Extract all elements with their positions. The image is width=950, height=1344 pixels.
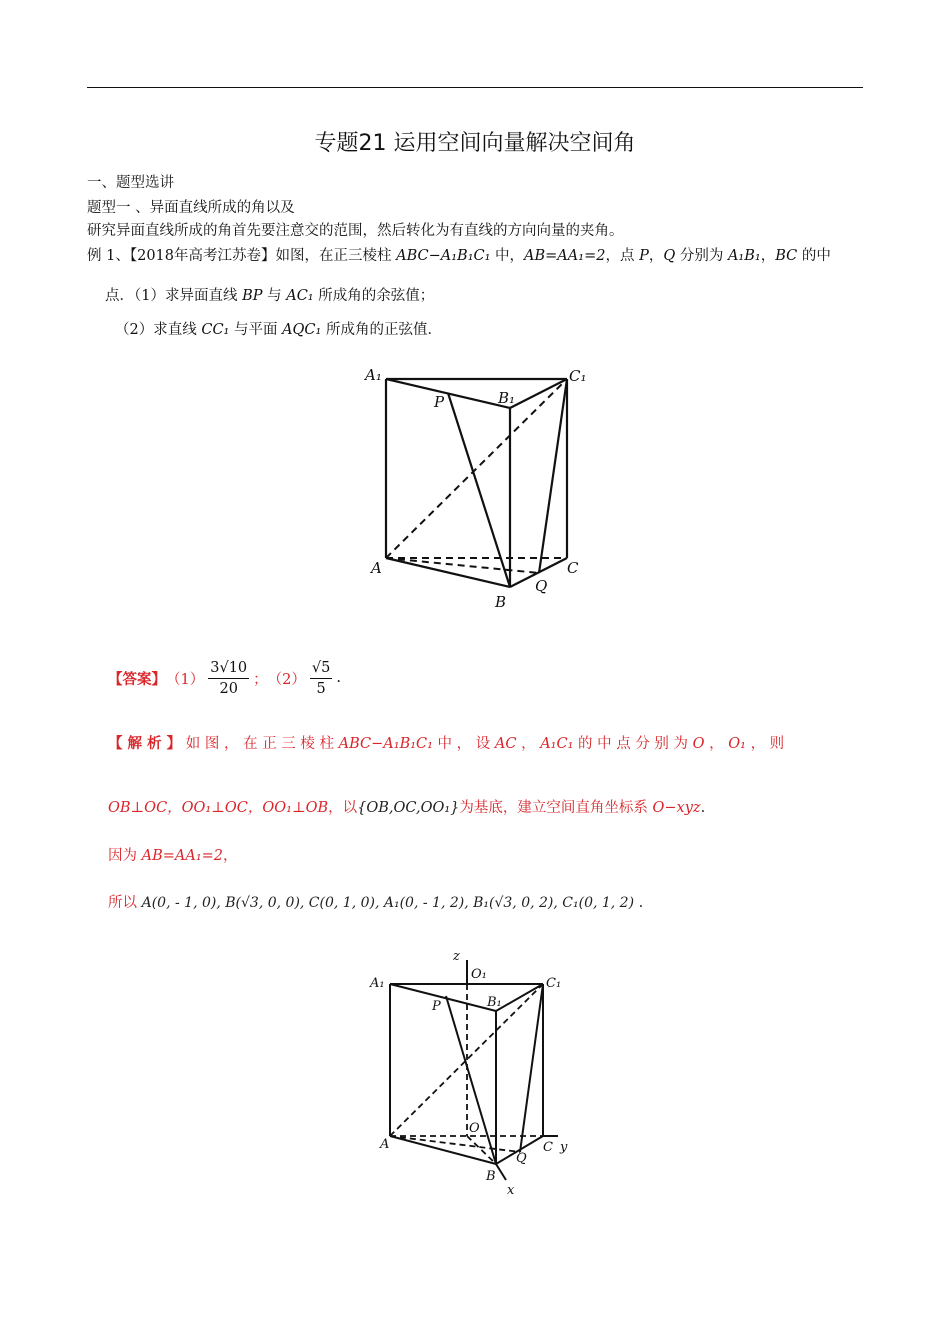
- plane-aqc1: AQC₁: [282, 322, 322, 338]
- analysis-a1c1: A₁C₁: [540, 736, 574, 752]
- analysis-o: O: [692, 736, 705, 752]
- point-p: P: [639, 248, 649, 264]
- example-text: 所成角的正弦值．: [321, 322, 442, 338]
- label-x: x: [507, 1183, 515, 1198]
- example-text: 点．（1）求异面直线: [105, 288, 243, 304]
- example-prefix: 例 1、: [87, 248, 130, 264]
- edge-ab: [390, 1136, 496, 1164]
- analysis-text: .: [700, 800, 706, 816]
- analysis-text: ，以: [328, 800, 358, 816]
- example-text: 中，: [490, 248, 525, 264]
- analysis-prism: ABC−A₁B₁C₁: [338, 736, 433, 752]
- answer-part-2: （2）: [267, 671, 306, 688]
- analysis-text: ，: [704, 736, 729, 752]
- example-source: 【2018年高考江苏卷】: [129, 248, 276, 264]
- analysis-tag: 【 解 析 】: [108, 735, 182, 752]
- label-c1: C₁: [569, 367, 587, 385]
- example-line-3: [115, 318, 442, 339]
- analysis-coord-sys: O−xyz: [652, 800, 701, 816]
- segment-aq: [390, 1136, 520, 1152]
- analysis-perp: OB⊥OC，OO₁⊥OC，OO₁⊥OB: [108, 800, 329, 816]
- analysis-basis: {OB,OC,OO₁}: [357, 800, 460, 816]
- example-text: 的中: [797, 248, 831, 264]
- type-heading: 题型一 、异面直线所成的角以及: [87, 200, 295, 216]
- prism-figure-2: [360, 940, 590, 1200]
- label-q: Q: [535, 577, 548, 595]
- analysis-line-3: [108, 844, 238, 865]
- label-c: C: [567, 559, 579, 577]
- prism-name: ABC−A₁B₁C₁: [396, 248, 491, 264]
- example-text: ，点: [605, 248, 640, 264]
- example-text: ，: [648, 248, 664, 264]
- edge-ab: [386, 558, 510, 587]
- analysis-text: .: [634, 895, 644, 911]
- analysis-text: ，: [223, 848, 238, 864]
- label-b1: B₁: [498, 389, 516, 407]
- example-text: 如图，在正三棱柱: [275, 248, 397, 264]
- segment-qc1: [520, 984, 543, 1152]
- answer-tag: 【答案】: [108, 670, 166, 688]
- example-line-1: [87, 244, 831, 265]
- edge-a1b1: [390, 984, 496, 1011]
- analysis-text: 所以: [108, 895, 142, 911]
- example-text: 与平面: [229, 322, 283, 338]
- analysis-line-1: [108, 732, 863, 753]
- analysis-o1: O₁: [728, 736, 746, 752]
- label-c1: C₁: [546, 976, 562, 991]
- edge-b1c1: [510, 379, 567, 408]
- fraction-2: [310, 658, 332, 699]
- section-heading: 一、题型选讲: [87, 175, 174, 191]
- label-y: y: [560, 1140, 568, 1155]
- segment-qc1: [539, 379, 567, 573]
- analysis-eq: AB=AA₁=2: [141, 848, 224, 864]
- fraction-1-num: 3√10: [208, 658, 249, 679]
- label-b1: B₁: [487, 995, 502, 1010]
- answer-line: [108, 656, 341, 700]
- answer-part-1: （1）: [166, 671, 205, 688]
- section-intro: 研究异面直线所成的角首先要注意交的范围，然后转化为有直线的方向向量的夹角。: [87, 223, 624, 239]
- label-o: O: [469, 1121, 480, 1136]
- analysis-text: 中 ， 设: [432, 736, 495, 752]
- example-text: （2）求直线: [115, 322, 202, 338]
- example-text: 所成角的余弦值；: [313, 288, 435, 304]
- fraction-2-num: √5: [310, 658, 332, 679]
- label-a1: A₁: [365, 366, 382, 384]
- segment-a1b1: A₁B₁: [727, 248, 761, 264]
- label-a1: A₁: [370, 976, 385, 991]
- fraction-1: [208, 658, 249, 699]
- x-axis: [496, 1164, 506, 1180]
- analysis-text: ， 则: [745, 736, 785, 752]
- example-line-2: [105, 284, 434, 305]
- page-title: 专题21 运用空间向量解决空间角: [314, 131, 636, 156]
- prism-figure-1: [355, 355, 595, 615]
- fraction-1-den: 20: [219, 680, 238, 697]
- label-p: P: [434, 393, 445, 411]
- line-ac1: AC₁: [286, 288, 314, 304]
- fraction-2-den: 5: [316, 680, 326, 697]
- point-q: Q: [663, 248, 676, 264]
- label-z: z: [453, 949, 460, 964]
- label-o1: O₁: [471, 967, 487, 982]
- segment-ac1: [386, 379, 567, 558]
- line-bp: BP: [242, 288, 263, 304]
- analysis-points: A(0, - 1, 0), B(√3, 0, 0), C(0, 1, 0), A₁(0, - 1, 2), B₁(√3, 0, 2), C₁(0, 1, 2): [141, 895, 635, 911]
- segment-bc: BC: [775, 248, 798, 264]
- line-cc1: CC₁: [201, 322, 230, 338]
- analysis-text: 的 中 点 分 别 为: [573, 736, 693, 752]
- segment-aq: [386, 558, 539, 573]
- example-text: 与: [262, 288, 287, 304]
- analysis-text: 因为: [108, 848, 142, 864]
- analysis-ac: AC: [494, 736, 517, 752]
- answer-end: .: [336, 670, 341, 686]
- label-c: C: [543, 1140, 553, 1155]
- example-text: 分别为: [675, 248, 728, 264]
- analysis-text: 为基底，建立空间直角坐标系: [459, 800, 653, 816]
- analysis-text: 如 图 ， 在 正 三 棱 柱: [181, 736, 339, 752]
- label-b: B: [486, 1169, 496, 1184]
- label-a: A: [371, 559, 382, 577]
- answer-sep: ；: [253, 671, 268, 688]
- analysis-line-4: [108, 891, 643, 912]
- header-rule: [87, 87, 863, 88]
- analysis-text: ，: [516, 736, 541, 752]
- label-q: Q: [516, 1151, 527, 1166]
- example-eq: AB=AA₁=2: [524, 248, 606, 264]
- label-p: P: [432, 999, 441, 1014]
- analysis-line-2: [108, 796, 705, 817]
- example-text: ，: [760, 248, 776, 264]
- label-a: A: [380, 1137, 390, 1152]
- label-b: B: [495, 593, 507, 611]
